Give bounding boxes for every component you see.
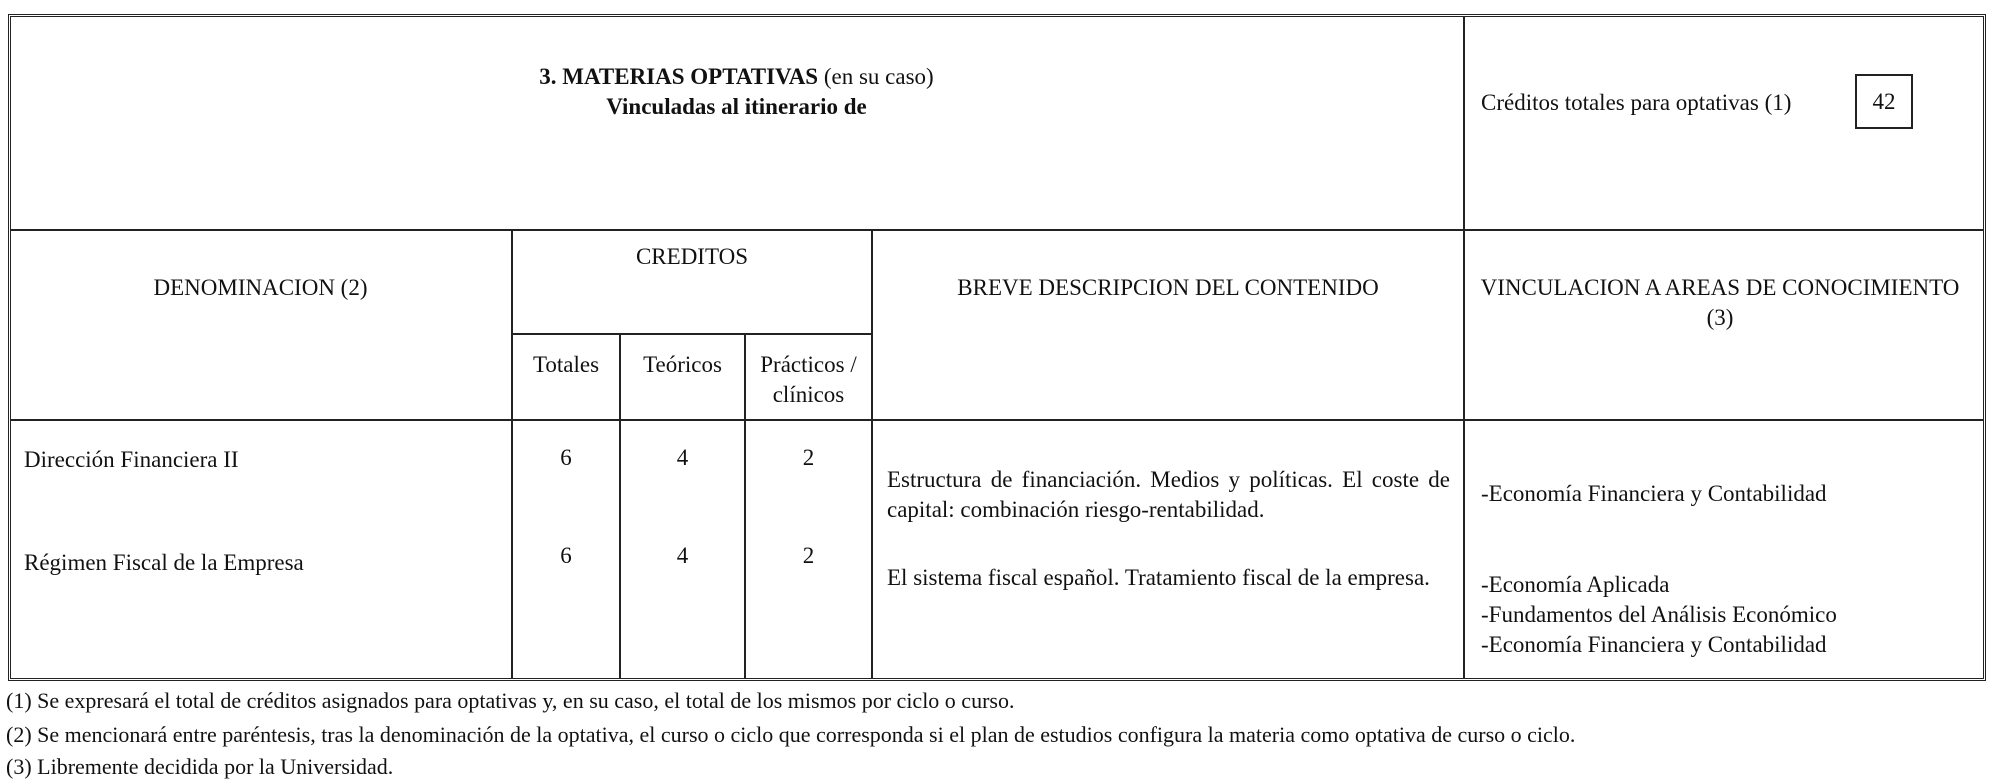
row-2-area-2: -Fundamentos del Análisis Económico [1481,602,1837,627]
col-vinculacion: VINCULACION A AREAS DE CONOCIMIENTO (3) [1480,275,1960,330]
row-2-teoricos: 4 [676,543,689,568]
row-2-area-1: -Economía Aplicada [1481,572,1670,597]
footnote-3: (3) Libremente decidida por la Universidad. [6,754,394,779]
section-subtitle: Vinculadas al itinerario de [606,94,867,119]
row-1-teoricos: 4 [676,445,689,470]
row-1-totales: 6 [560,445,572,470]
row-2-descripcion: El sistema fiscal español. Tratamiento fiscal de la empresa. [887,565,1430,590]
footnote-2: (2) Se mencionará entre paréntesis, tras la denominación de la optativa, el curso o ciclo que corresponda si el plan de estudios configura la materia como optativa de curso o ciclo. [6,722,1576,747]
column-header-divider [10,419,1984,421]
footnote-1: (1) Se expresará el total de créditos asignados para optativas y, en su caso, el total de los mismos por ciclo o curso. [6,688,1015,713]
col-creditos: CREDITOS [635,244,749,269]
row-1-denominacion: Dirección Financiera II [24,447,239,472]
row-2-area-3: -Economía Financiera y Contabilidad [1481,632,1827,657]
row-1-descripcion: Estructura de financiación. Medios y políticas. El coste de capital: combinación riesgo-rentabilidad. [887,467,1450,522]
section-title-rest: (en su caso) [818,64,934,89]
section-title-bold: 3. MATERIAS OPTATIVAS [539,64,819,89]
row-2-practicos: 2 [802,543,815,568]
col-practicos: Prácticos / clínicos [760,352,857,407]
credits-total-label: Créditos totales para optativas (1) [1481,90,1792,115]
credits-total-value: 42 [1855,74,1913,129]
row-2-denominacion: Régimen Fiscal de la Empresa [24,550,304,575]
header-divider [10,229,1984,231]
col-denominacion: DENOMINACION (2) [153,275,368,300]
totales-divider [619,333,621,679]
row-2-totales: 6 [560,543,572,568]
row-1-practicos: 2 [802,445,815,470]
vinculacion-divider [1463,16,1465,679]
col-descripcion: BREVE DESCRIPCION DEL CONTENIDO [957,275,1379,300]
creditos-subheader-divider [512,333,873,335]
section-title [10,62,1463,92]
row-1-area-1: -Economía Financiera y Contabilidad [1481,481,1827,506]
col-teoricos: Teóricos [643,352,722,377]
col-totales: Totales [532,352,600,377]
